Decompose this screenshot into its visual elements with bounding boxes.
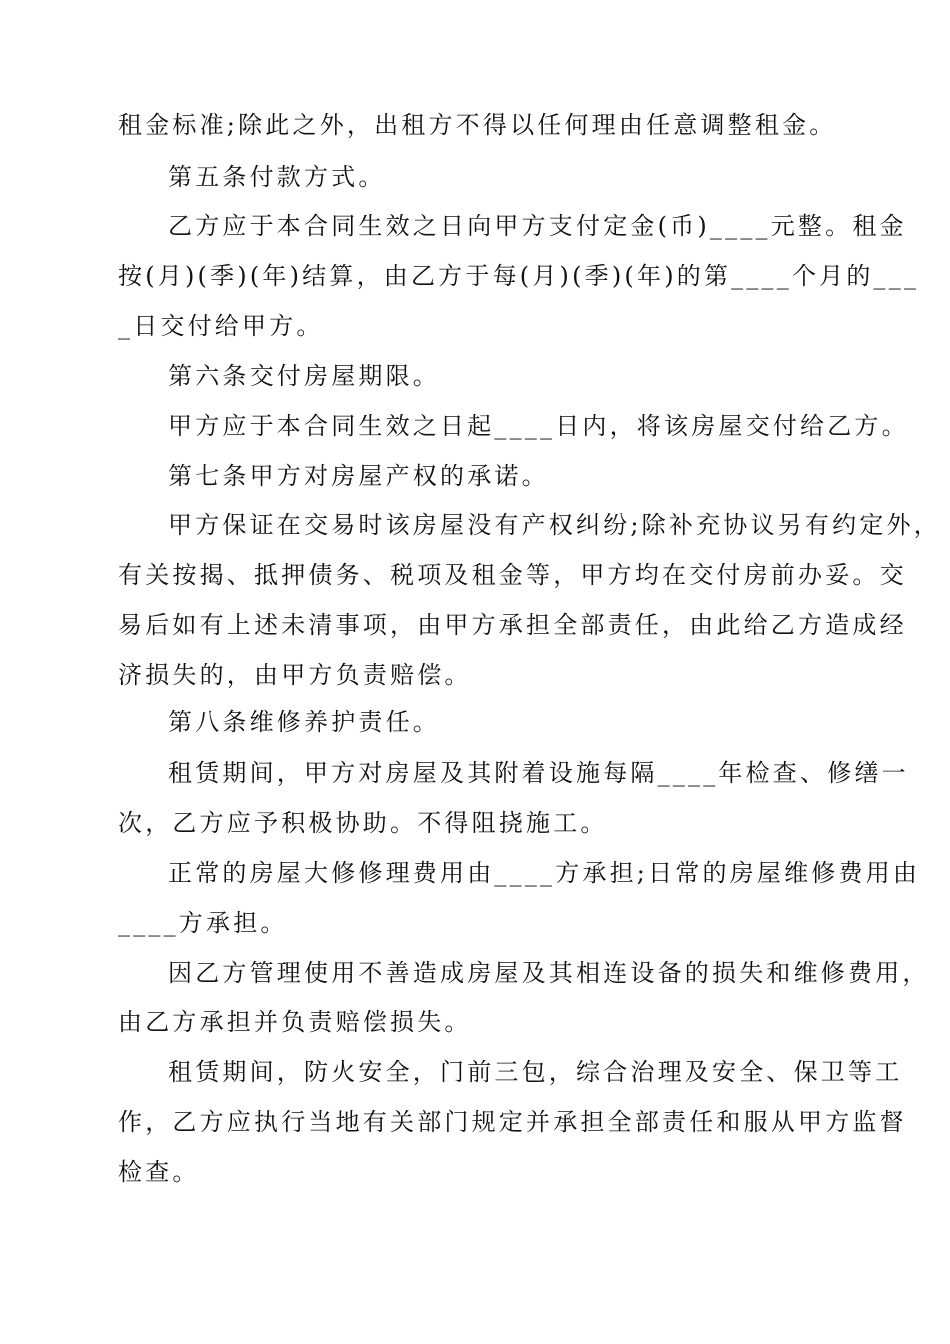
text-line: 由乙方承担并负责赔偿损失。 <box>118 1008 472 1036</box>
article-8-heading: 第八条维修养护责任。 <box>168 708 440 736</box>
text-line: 按(月)(季)(年)结算，由乙方于每(月)(季)(年)的第____个月的___ <box>118 262 920 290</box>
text-line: 租金标准;除此之外，出租方不得以任何理由任意调整租金。 <box>118 111 837 139</box>
text-line: 作，乙方应执行当地有关部门规定并承担全部责任和服从甲方监督 <box>118 1108 907 1136</box>
article-7-heading: 第七条甲方对房屋产权的承诺。 <box>168 462 549 490</box>
text-line: 租赁期间，甲方对房屋及其附着设施每隔____年检查、修缮一 <box>168 759 909 787</box>
text-line: 甲方保证在交易时该房屋没有产权纠纷;除补充协议另有约定外， <box>168 511 941 539</box>
text-line: 次，乙方应予积极协助。不得阻挠施工。 <box>118 809 608 837</box>
article-6-heading: 第六条交付房屋期限。 <box>168 362 440 390</box>
text-line: 易后如有上述未清事项，由甲方承担全部责任，由此给乙方造成经 <box>118 611 907 639</box>
text-line: 因乙方管理使用不善造成房屋及其相连设备的损失和维修费用， <box>168 959 930 987</box>
text-line: 乙方应于本合同生效之日向甲方支付定金(币)____元整。租金 <box>168 212 907 240</box>
text-line: 租赁期间，防火安全，门前三包，综合治理及安全、保卫等工 <box>168 1058 903 1086</box>
text-line: 检查。 <box>118 1158 200 1186</box>
article-5-heading: 第五条付款方式。 <box>168 163 386 191</box>
text-line: 甲方应于本合同生效之日起____日内，将该房屋交付给乙方。 <box>168 412 909 440</box>
text-line: 有关按揭、抵押债务、税项及租金等，甲方均在交付房前办妥。交 <box>118 561 907 589</box>
text-line: _日交付给甲方。 <box>118 312 324 340</box>
text-line: 济损失的，由甲方负责赔偿。 <box>118 661 472 689</box>
text-line: 正常的房屋大修修理费用由____方承担;日常的房屋维修费用由 <box>168 859 921 887</box>
text-line: ____方承担。 <box>118 909 288 937</box>
